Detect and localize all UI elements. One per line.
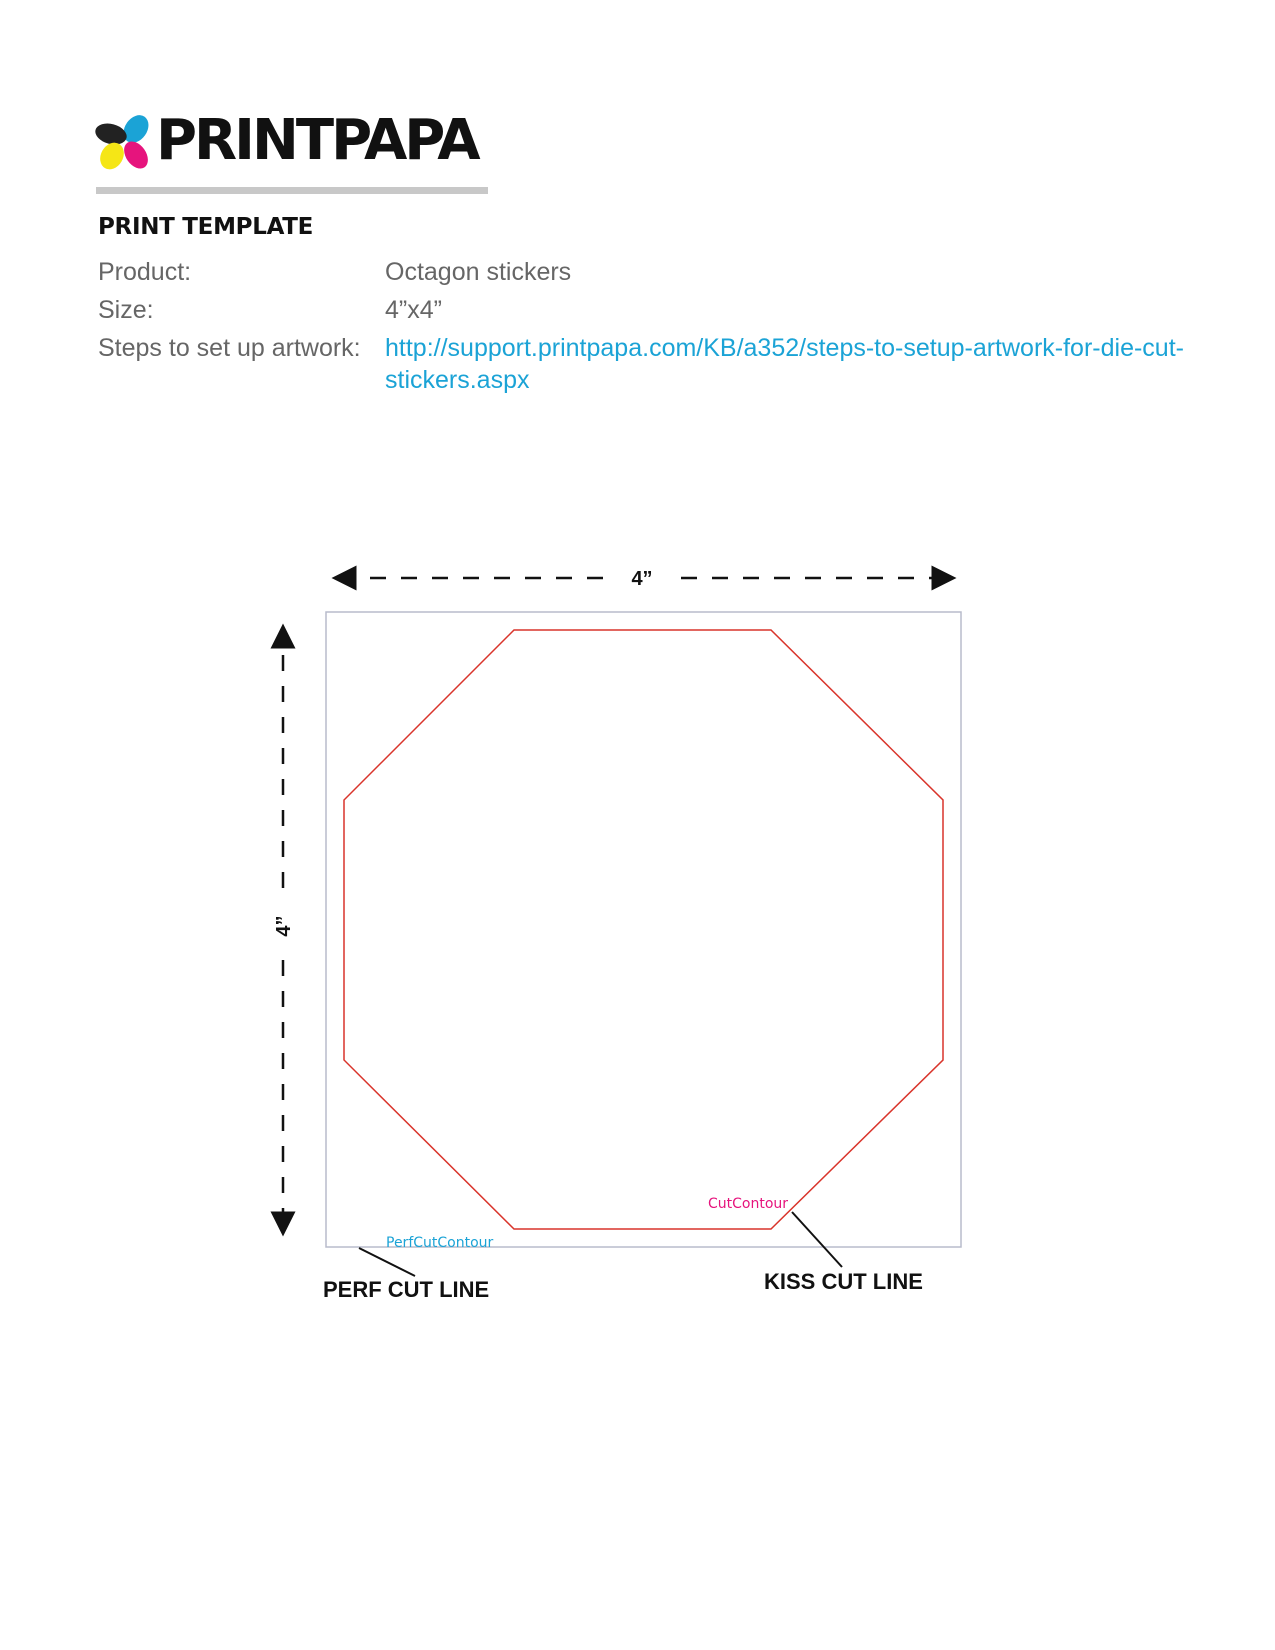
product-value: Octagon stickers — [385, 258, 572, 286]
steps-label: Steps to set up artwork: — [98, 334, 361, 362]
cut-contour-label: CutContour — [708, 1196, 789, 1212]
width-label: 4” — [631, 568, 653, 590]
size-label: Size: — [98, 296, 154, 324]
perf-cut-line — [326, 612, 961, 1247]
brand-name: PRINTPAPA — [156, 108, 478, 173]
perf-callout-leader — [359, 1248, 415, 1276]
perf-contour-label: PerfCutContour — [386, 1235, 494, 1251]
product-label: Product: — [98, 258, 192, 286]
steps-link[interactable]: http://support.printpapa.com/KB/a352/steps-to-setup-artwork-for-die-cut-stickers.aspx — [385, 334, 1184, 394]
perf-cut-callout: PERF CUT LINE — [323, 1277, 490, 1302]
height-label: 4” — [273, 915, 295, 937]
page-title: PRINT TEMPLATE — [98, 214, 314, 240]
kiss-callout-leader — [792, 1212, 842, 1267]
size-value: 4”x4” — [385, 296, 442, 324]
height-dimension — [273, 636, 295, 1224]
width-dimension — [344, 568, 944, 590]
kiss-cut-octagon — [344, 630, 943, 1229]
kiss-cut-callout: KISS CUT LINE — [764, 1269, 923, 1294]
